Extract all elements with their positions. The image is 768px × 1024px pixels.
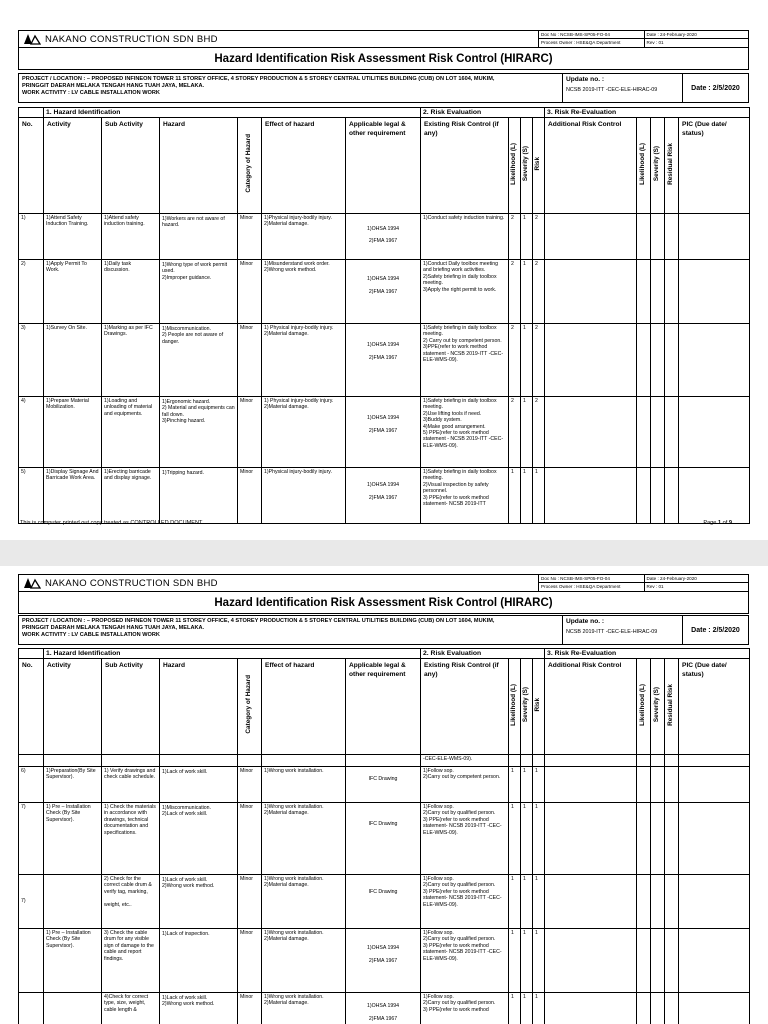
project-text <box>19 74 563 102</box>
row-risk: 2 <box>533 397 545 468</box>
row-residual-risk <box>665 260 679 324</box>
row-likelihood: 1 <box>509 993 521 1024</box>
row-effect: 1) Physical injury-bodily injury. 2)Material damage. <box>262 324 346 397</box>
row-additional-control <box>545 214 637 260</box>
revision-2: Rev : 01 <box>644 583 749 591</box>
row-category: Minor <box>238 214 262 260</box>
row-hazard: 1)Tripping hazard. <box>160 468 238 524</box>
row-additional-control <box>545 260 637 324</box>
row-hazard: 1)Miscommunication. 2)Lack of work skill. <box>160 803 238 875</box>
row-likelihood: 2 <box>509 260 521 324</box>
update-label-2: Update no. : <box>566 618 605 625</box>
col-hazard: Hazard <box>160 659 238 755</box>
row-sub-activity: 3) Check the cable drum for any visible sign of damage to the cable and report findings. <box>102 929 160 993</box>
col-severity-2: Severity (S) <box>651 118 665 214</box>
page-gap <box>0 540 768 566</box>
row-existing-control: 1)Follow sop. 2)Carry out by qualified person. 3) PPE(refer to work method <box>421 993 509 1024</box>
row-severity: 1 <box>521 767 533 803</box>
section-hazard-identification: 1. Hazard Identification <box>44 649 421 659</box>
row-activity <box>44 993 102 1024</box>
col-effect: Effect of hazard <box>262 659 346 755</box>
row-sub-activity: 4)Check for correct type, size, weight, cable length & <box>102 993 160 1024</box>
row-no: 5) <box>19 468 44 524</box>
row-sub-activity: 1)Loading and unloading of material and equipments. <box>102 397 160 468</box>
row-category: Minor <box>238 803 262 875</box>
page-number: Page 1 of 9 <box>703 520 732 526</box>
section-risk-evaluation: 2. Risk Evaluation <box>421 108 545 118</box>
document-title: Hazard Identification Risk Assessment Risk Control (HIRARC) <box>18 48 749 70</box>
col-pic: PIC (Due date/ status) <box>679 118 750 214</box>
row-severity-2 <box>651 767 665 803</box>
col-legal: Applicable legal & other requirement <box>346 118 421 214</box>
row-activity: 1)Preparation(By Site Supervisor). <box>44 767 102 803</box>
row-severity: 1 <box>521 929 533 993</box>
row-likelihood-2 <box>637 214 651 260</box>
row-existing-control: 1)Safety briefing in daily toolbox meeting. 2) Carry out by competent person. 3)PPE(refer to work method statement - NCSB 2019-ITT -CEC-ELE-WMS-09). <box>421 324 509 397</box>
col-activity: Activity <box>44 659 102 755</box>
revision: Rev : 01 <box>644 39 749 47</box>
row-effect: 1)Physical injury-bodily injury. <box>262 468 346 524</box>
doc-number-2: Doc No : NCSB-IMS-SP05-FO-04 <box>539 575 644 583</box>
row-residual-risk <box>665 214 679 260</box>
row-likelihood-2 <box>637 875 651 929</box>
row-additional-control <box>545 468 637 524</box>
row-hazard: 1)Wrong type of work permit used. 2)Improper guidance. <box>160 260 238 324</box>
doc-number: Doc No : NCSB-IMS-SP05-FO-04 <box>539 31 644 39</box>
row-hazard: 1)Miscommunication. 2) People are not aware of danger. <box>160 324 238 397</box>
row-likelihood: 1 <box>509 875 521 929</box>
row-no: 4) <box>19 397 44 468</box>
col-hazard: Hazard <box>160 118 238 214</box>
row-pic <box>679 214 750 260</box>
col-likelihood-2: Likelihood (L) <box>637 118 651 214</box>
row-existing-control: 1)Safety briefing in daily toolbox meeting. 2)Use lifting tools if need. 3)Buddy system. 4)Make good arrangement. 5) PPE(refer to work method statement - NCSB 2019-ITT -CEC-ELE-WMS-09). <box>421 397 509 468</box>
row-hazard: 1)Lack of inspection. <box>160 929 238 993</box>
row-severity: 1 <box>521 468 533 524</box>
row-legal: 1)OHSA 1994 2)FMA 1967 <box>346 993 421 1024</box>
row-legal: IFC Drawing <box>346 767 421 803</box>
row-likelihood-2 <box>637 803 651 875</box>
section-hazard-identification: 1. Hazard Identification <box>44 108 421 118</box>
row-severity: 1 <box>521 397 533 468</box>
col-residual-risk: Residual Risk <box>665 659 679 755</box>
table-row <box>19 324 750 397</box>
row-category: Minor <box>238 767 262 803</box>
doc-meta <box>539 31 748 47</box>
col-category: Category of Hazard <box>238 118 262 214</box>
row-effect: 1)Wrong work installation. 2)Material damage. <box>262 929 346 993</box>
project-line-1-2: PROJECT / LOCATION : – PROPOSED INFINEON TOWER 11 STOREY OFFICE, 4 STOREY PRODUCTION & 5 STOREY CENTRAL UTILITIES BUILDING (CUB) ON LOT 1604, MUKIM, <box>22 618 495 624</box>
row-severity: 1 <box>521 803 533 875</box>
project-line-2-2: PRINGGIT DAERAH MELAKA TENGAH HANG TUAH JAYA, MELAKA. <box>22 625 205 632</box>
row-effect: 1)Wrong work installation. 2)Material damage. <box>262 803 346 875</box>
row-activity: 1)Survey On Site. <box>44 324 102 397</box>
col-sub-activity: Sub Activity <box>102 118 160 214</box>
doc-date-2: Date : 24-February-2020 <box>644 575 749 583</box>
row-activity: 1) Pre – Installation Check (By Site Supervisor). <box>44 803 102 875</box>
row-no: 6) <box>19 767 44 803</box>
row-likelihood-2 <box>637 397 651 468</box>
row-pic <box>679 875 750 929</box>
row-sub-activity: 2) Check for the correct cable drum & verify tag, marking, weight, etc.. <box>102 875 160 929</box>
row-likelihood: 1 <box>509 929 521 993</box>
row-residual-risk <box>665 803 679 875</box>
row-severity-2 <box>651 214 665 260</box>
row-likelihood: 2 <box>509 397 521 468</box>
row-additional-control <box>545 875 637 929</box>
date-box: Date : 2/5/2020 <box>691 84 740 92</box>
col-likelihood: Likelihood (L) <box>509 118 521 214</box>
row-hazard: 1)Lack of work skill. 2)Wrong work method. <box>160 993 238 1024</box>
row-pic <box>679 397 750 468</box>
row-sub-activity: 1)Attend safety induction training. <box>102 214 160 260</box>
table-row <box>19 993 750 1024</box>
col-no: No. <box>19 659 44 755</box>
row-likelihood-2 <box>637 929 651 993</box>
row-legal: 1)OHSA 1994 2)FMA 1967 <box>346 214 421 260</box>
section-risk-evaluation: 2. Risk Evaluation <box>421 649 545 659</box>
col-effect: Effect of hazard <box>262 118 346 214</box>
company-name-2: NAKANO CONSTRUCTION SDN BHD <box>45 577 218 589</box>
col-severity: Severity (S) <box>521 659 533 755</box>
company-header <box>18 30 749 48</box>
row-no: 3) <box>19 324 44 397</box>
doc-meta-2 <box>539 575 748 591</box>
row-residual-risk <box>665 929 679 993</box>
row-likelihood-2 <box>637 260 651 324</box>
row-likelihood: 2 <box>509 324 521 397</box>
carry-over-text: -CEC-ELE-WMS-09). <box>421 755 509 767</box>
row-sub-activity: 1)Marking as per IFC Drawings. <box>102 324 160 397</box>
row-no <box>19 929 44 993</box>
row-pic <box>679 324 750 397</box>
row-likelihood-2 <box>637 324 651 397</box>
table-row <box>19 767 750 803</box>
row-severity: 1 <box>521 875 533 929</box>
row-likelihood: 2 <box>509 214 521 260</box>
company-logo-icon <box>23 577 41 589</box>
row-sub-activity: 1)Erecting barricade and display signage. <box>102 468 160 524</box>
company-name-cell-2 <box>19 575 539 591</box>
carry-spacer <box>19 755 44 767</box>
row-likelihood: 1 <box>509 767 521 803</box>
col-existing-control: Existing Risk Control (if any) <box>421 659 509 755</box>
row-activity: 1)Apply Permit To Work. <box>44 260 102 324</box>
section-spacer <box>19 649 44 659</box>
update-value-2: NCSB 2019-ITT -CEC-ELE-HIRAC-09 <box>566 629 658 635</box>
row-legal: 1)OHSA 1994 2)FMA 1967 <box>346 324 421 397</box>
project-info <box>18 73 749 103</box>
row-likelihood: 1 <box>509 468 521 524</box>
row-existing-control: 1)Follow sop. 2)Carry out by qualified person. 3) PPE(refer to work method statement- NCSB 2019-ITT -CEC-ELE-WMS-09). <box>421 803 509 875</box>
row-severity-2 <box>651 260 665 324</box>
document-title-2: Hazard Identification Risk Assessment Risk Control (HIRARC) <box>18 592 749 614</box>
col-risk: Risk <box>533 118 545 214</box>
row-residual-risk <box>665 993 679 1024</box>
table-row <box>19 803 750 875</box>
row-activity: 1)Prepare Material Mobilization. <box>44 397 102 468</box>
process-owner: Process Owner : HSE&QA Department <box>541 40 621 45</box>
row-severity: 1 <box>521 260 533 324</box>
section-risk-re-evaluation: 3. Risk Re-Evaluation <box>545 108 750 118</box>
col-severity-2: Severity (S) <box>651 659 665 755</box>
project-text-2 <box>19 616 563 644</box>
col-likelihood: Likelihood (L) <box>509 659 521 755</box>
row-existing-control: 1)Follow sop. 2)Carry out by competent person. <box>421 767 509 803</box>
row-likelihood: 1 <box>509 803 521 875</box>
col-additional-control: Additional Risk Control <box>545 659 637 755</box>
row-legal: IFC Drawing <box>346 803 421 875</box>
row-severity-2 <box>651 875 665 929</box>
row-hazard: 1)Ergonomic hazard. 2) Material and equipments can fall down. 3)Pinching hazard. <box>160 397 238 468</box>
row-risk: 2 <box>533 214 545 260</box>
row-category: Minor <box>238 875 262 929</box>
row-residual-risk <box>665 324 679 397</box>
work-activity-2: WORK ACTIVITY : LV CABLE INSTALLATION WORK <box>22 632 160 639</box>
update-box <box>563 74 683 102</box>
row-effect: 1)Physical injury-bodily injury. 2)Material damage. <box>262 214 346 260</box>
table-row <box>19 929 750 993</box>
row-severity-2 <box>651 803 665 875</box>
row-pic <box>679 767 750 803</box>
col-residual-risk: Residual Risk <box>665 118 679 214</box>
row-pic <box>679 260 750 324</box>
row-severity-2 <box>651 397 665 468</box>
row-risk: 2 <box>533 324 545 397</box>
company-name: NAKANO CONSTRUCTION SDN BHD <box>45 33 218 45</box>
row-pic <box>679 993 750 1024</box>
col-additional-control: Additional Risk Control <box>545 118 637 214</box>
row-residual-risk <box>665 875 679 929</box>
col-severity: Severity (S) <box>521 118 533 214</box>
row-legal: IFC Drawing <box>346 875 421 929</box>
row-likelihood-2 <box>637 993 651 1024</box>
company-logo-icon <box>23 33 41 45</box>
row-existing-control: 1)Conduct Daily toolbox meeting and briefing work activities. 2)Safety briefing in daily toolbox meeting. 3)Apply the right permit to work. <box>421 260 509 324</box>
row-severity: 1 <box>521 324 533 397</box>
row-legal: 1)OHSA 1994 2)FMA 1967 <box>346 260 421 324</box>
row-risk: 1 <box>533 803 545 875</box>
row-residual-risk <box>665 468 679 524</box>
update-label: Update no. : <box>566 76 605 83</box>
row-category: Minor <box>238 324 262 397</box>
row-sub-activity: 1) Check the materials in accordance with drawings, technical documentation and specifications. <box>102 803 160 875</box>
row-category: Minor <box>238 993 262 1024</box>
date-box-2: Date : 2/5/2020 <box>691 626 740 634</box>
col-sub-activity: Sub Activity <box>102 659 160 755</box>
row-severity-2 <box>651 993 665 1024</box>
col-existing-control: Existing Risk Control (if any) <box>421 118 509 214</box>
row-effect: 1)Wrong work installation. 2)Material damage. <box>262 993 346 1024</box>
row-category: Minor <box>238 468 262 524</box>
row-category: Minor <box>238 929 262 993</box>
project-line-2: PRINGGIT DAERAH MELAKA TENGAH HANG TUAH JAYA, MELAKA. <box>22 83 205 90</box>
company-name-cell <box>19 31 539 47</box>
row-existing-control: 1)Safety briefing in daily toolbox meeting. 2)Visual inspection by safety personnel. 3) PPE(refer to work method statement- NCSB 2019-ITT <box>421 468 509 524</box>
row-pic <box>679 929 750 993</box>
hirarc-table-page-1 <box>18 107 750 524</box>
row-category: Minor <box>238 260 262 324</box>
col-likelihood-2: Likelihood (L) <box>637 659 651 755</box>
table-row <box>19 468 750 524</box>
update-value: NCSB 2019-ITT -CEC-ELE-HIRAC-09 <box>566 87 658 93</box>
company-header-2 <box>18 574 749 592</box>
row-severity: 1 <box>521 993 533 1024</box>
update-box-2 <box>563 616 683 644</box>
row-residual-risk <box>665 397 679 468</box>
row-legal: 1)OHSA 1994 2)FMA 1967 <box>346 468 421 524</box>
table-row <box>19 875 750 929</box>
process-owner-2: Process Owner : HSE&QA Department <box>541 584 621 589</box>
row-effect: 1) Physical injury-bodily injury. 2)Material damage. <box>262 397 346 468</box>
col-activity: Activity <box>44 118 102 214</box>
row-no: 2) <box>19 260 44 324</box>
row-residual-risk <box>665 767 679 803</box>
row-additional-control <box>545 324 637 397</box>
row-legal: 1)OHSA 1994 2)FMA 1967 <box>346 929 421 993</box>
row-risk: 1 <box>533 929 545 993</box>
row-severity-2 <box>651 929 665 993</box>
row-risk: 1 <box>533 993 545 1024</box>
row-activity <box>44 875 102 929</box>
row-hazard: 1)Lack of work skill. 2)Wrong work method. <box>160 875 238 929</box>
row-additional-control <box>545 929 637 993</box>
col-legal: Applicable legal & other requirement <box>346 659 421 755</box>
row-risk: 1 <box>533 468 545 524</box>
document-page-2 <box>0 566 768 1024</box>
row-effect: 1)Misunderstand work order. 2)Wrong work method. <box>262 260 346 324</box>
row-additional-control <box>545 803 637 875</box>
row-risk: 1 <box>533 767 545 803</box>
row-pic <box>679 468 750 524</box>
section-spacer <box>19 108 44 118</box>
row-pic <box>679 803 750 875</box>
row-risk: 1 <box>533 875 545 929</box>
row-additional-control <box>545 397 637 468</box>
table-row <box>19 397 750 468</box>
row-existing-control: 1)Follow sop. 2)Carry out by qualified person. 3) PPE(refer to work method statement- NCSB 2019-ITT -CEC-ELE-WMS-09). <box>421 929 509 993</box>
row-hazard: 1)Lack of work skill. <box>160 767 238 803</box>
row-no <box>19 993 44 1024</box>
row-existing-control: 1)Conduct safety induction training. <box>421 214 509 260</box>
carry-over-row <box>19 755 750 767</box>
row-severity-2 <box>651 324 665 397</box>
row-no: 7) <box>19 875 44 929</box>
work-activity: WORK ACTIVITY : LV CABLE INSTALLATION WORK <box>22 90 160 97</box>
row-category: Minor <box>238 397 262 468</box>
row-additional-control <box>545 767 637 803</box>
row-hazard: 1)Workers are not aware of hazard. <box>160 214 238 260</box>
row-existing-control: 1)Follow sop. 2)Carry out by qualified person. 3) PPE(refer to work method statement- NCSB 2019-ITT -CEC-ELE-WMS-09). <box>421 875 509 929</box>
col-category: Category of Hazard <box>238 659 262 755</box>
row-severity-2 <box>651 468 665 524</box>
row-severity: 1 <box>521 214 533 260</box>
row-activity: 1)Display Signage And Barricade Work Area. <box>44 468 102 524</box>
row-legal: 1)OHSA 1994 2)FMA 1967 <box>346 397 421 468</box>
col-pic: PIC (Due date/ status) <box>679 659 750 755</box>
row-likelihood-2 <box>637 468 651 524</box>
row-risk: 2 <box>533 260 545 324</box>
row-no: 1) <box>19 214 44 260</box>
section-risk-re-evaluation: 3. Risk Re-Evaluation <box>545 649 750 659</box>
row-activity: 1) Pre – Installation Check (By Site Supervisor). <box>44 929 102 993</box>
row-activity: 1)Attend Safety Induction Training. <box>44 214 102 260</box>
table-row <box>19 214 750 260</box>
row-no: 7) <box>19 803 44 875</box>
footer-note: This is computer printed out copy treated as CONTROLLED DOCUMENT <box>20 520 203 526</box>
col-no: No. <box>19 118 44 214</box>
row-likelihood-2 <box>637 767 651 803</box>
row-additional-control <box>545 993 637 1024</box>
row-effect: 1)Wrong work installation. 2)Material damage. <box>262 875 346 929</box>
row-sub-activity: 1) Verify drawings and check cable schedule. <box>102 767 160 803</box>
row-effect: 1)Wrong work installation. <box>262 767 346 803</box>
project-info-2 <box>18 615 749 645</box>
hirarc-table-page-2 <box>18 648 750 1024</box>
table-row <box>19 260 750 324</box>
doc-date: Date : 24-February-2020 <box>644 31 749 39</box>
row-sub-activity: 1)Daily task discussion. <box>102 260 160 324</box>
col-risk: Risk <box>533 659 545 755</box>
project-line-1: PROJECT / LOCATION : – PROPOSED INFINEON TOWER 11 STOREY OFFICE, 4 STOREY PRODUCTION & 5 STOREY CENTRAL UTILITIES BUILDING (CUB) ON LOT 1604, MUKIM, <box>22 76 495 82</box>
